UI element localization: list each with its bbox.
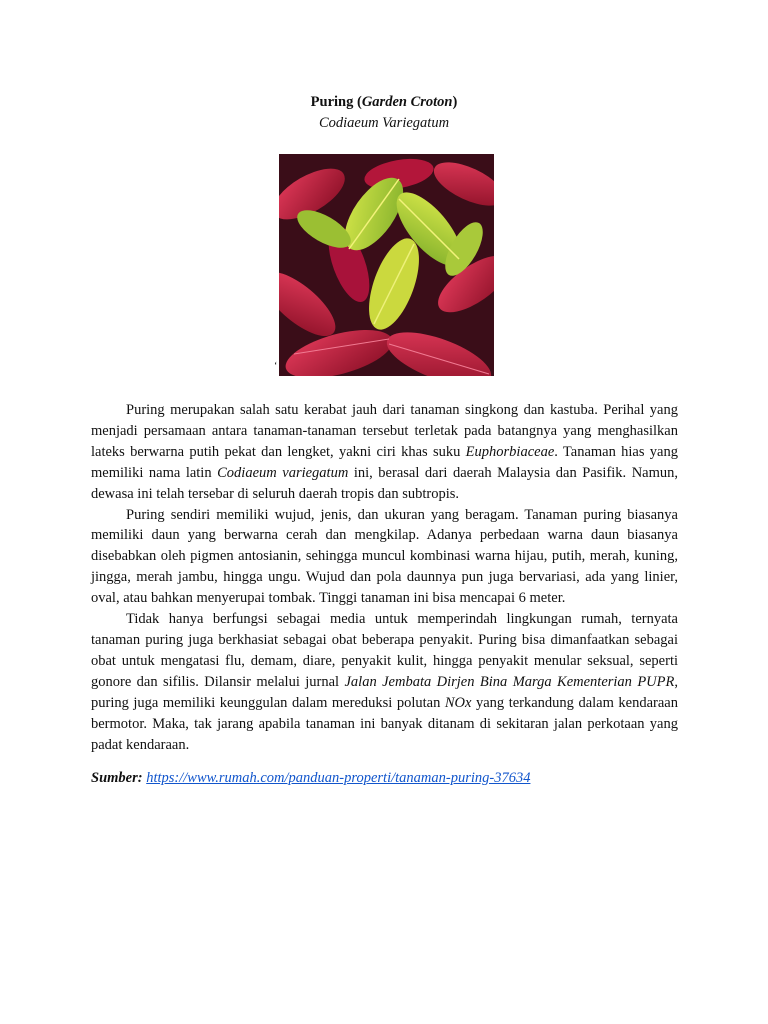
p3-text-2: , puring juga memiliki keunggulan dalam mereduksi polutan	[91, 673, 678, 711]
title-main: Puring	[310, 94, 354, 110]
title-paren-open: (	[353, 94, 362, 110]
title-paren-close: )	[452, 94, 458, 110]
paragraph-1	[91, 400, 678, 505]
p1-text-1: Puring merupakan salah satu kerabat jauh dari tanaman singkong dan kastuba. Perihal yang menjadi persamaan antara tanaman-tanaman tersebut terletak pada batangnya yang menghasilkan lateks berwarna putih pekat dan lengket, yakni ciri khas suku	[91, 402, 678, 460]
source-citation	[91, 768, 530, 788]
p1-text-3: ini, berasal dari daerah Malaysia dan Pasifik. Namun, dewasa ini telah tersebar di seluruh daerah tropis dan subtropis.	[91, 464, 679, 502]
article-body	[91, 400, 678, 755]
paragraph-2	[91, 505, 678, 610]
p1-text-2: . Tanaman hias yang memiliki nama latin	[91, 443, 678, 481]
p3-italic-1: Jalan Jembata Dirjen Bina Marga Kementerian PUPR	[344, 673, 675, 690]
paragraph-3	[91, 609, 678, 755]
page-title	[0, 93, 768, 111]
p3-text-3: yang terkandung dalam kendaraan bermotor. Maka, tak jarang apabila tanaman ini banyak ditanam di sekitaran jalan perkotaan yang padat kendaraan.	[91, 694, 678, 753]
scientific-name: Codiaeum Variegatum	[318, 115, 450, 131]
title-english-name: Garden Croton	[361, 94, 453, 110]
source-label: Sumber:	[91, 770, 143, 786]
p1-italic-2: Codiaeum variegatum	[217, 464, 349, 481]
p3-italic-2: NOx	[444, 694, 472, 711]
stray-mark: ‘	[274, 361, 278, 372]
p1-italic-1: Euphorbiaceae	[465, 443, 555, 460]
source-link[interactable]: https://www.rumah.com/panduan-properti/tanaman-puring-37634	[146, 770, 531, 786]
p2-text-1: Puring sendiri memiliki wujud, jenis, dan ukuran yang beragam. Tanaman puring biasanya memiliki daun yang berwarna cerah dan mengkilap. Adanya perbedaan warna daun biasanya disebabkan oleh pigmen antosianin, sehingga muncul kombinasi warna hijau, putih, merah, kuning, jingga, merah jambu, hingga ungu. Wujud dan pola daunnya pun juga bervariasi, ada yang linier, oval, atau bahkan menyerupai tombak. Tinggi tanaman ini bisa mencapai 6 meter.	[91, 506, 678, 607]
p3-text-1: Tidak hanya berfungsi sebagai media untuk memperindah lingkungan rumah, ternyata tanaman puring juga berkhasiat sebagai obat beberapa penyakit. Puring bisa dimanfaatkan sebagai obat untuk mengatasi flu, demam, diare, penyakit kulit, hingga penyakit menular seksual, seperti gonore dan sifilis. Dilansir melalui jurnal	[91, 611, 678, 690]
croton-plant-photo	[279, 154, 494, 376]
